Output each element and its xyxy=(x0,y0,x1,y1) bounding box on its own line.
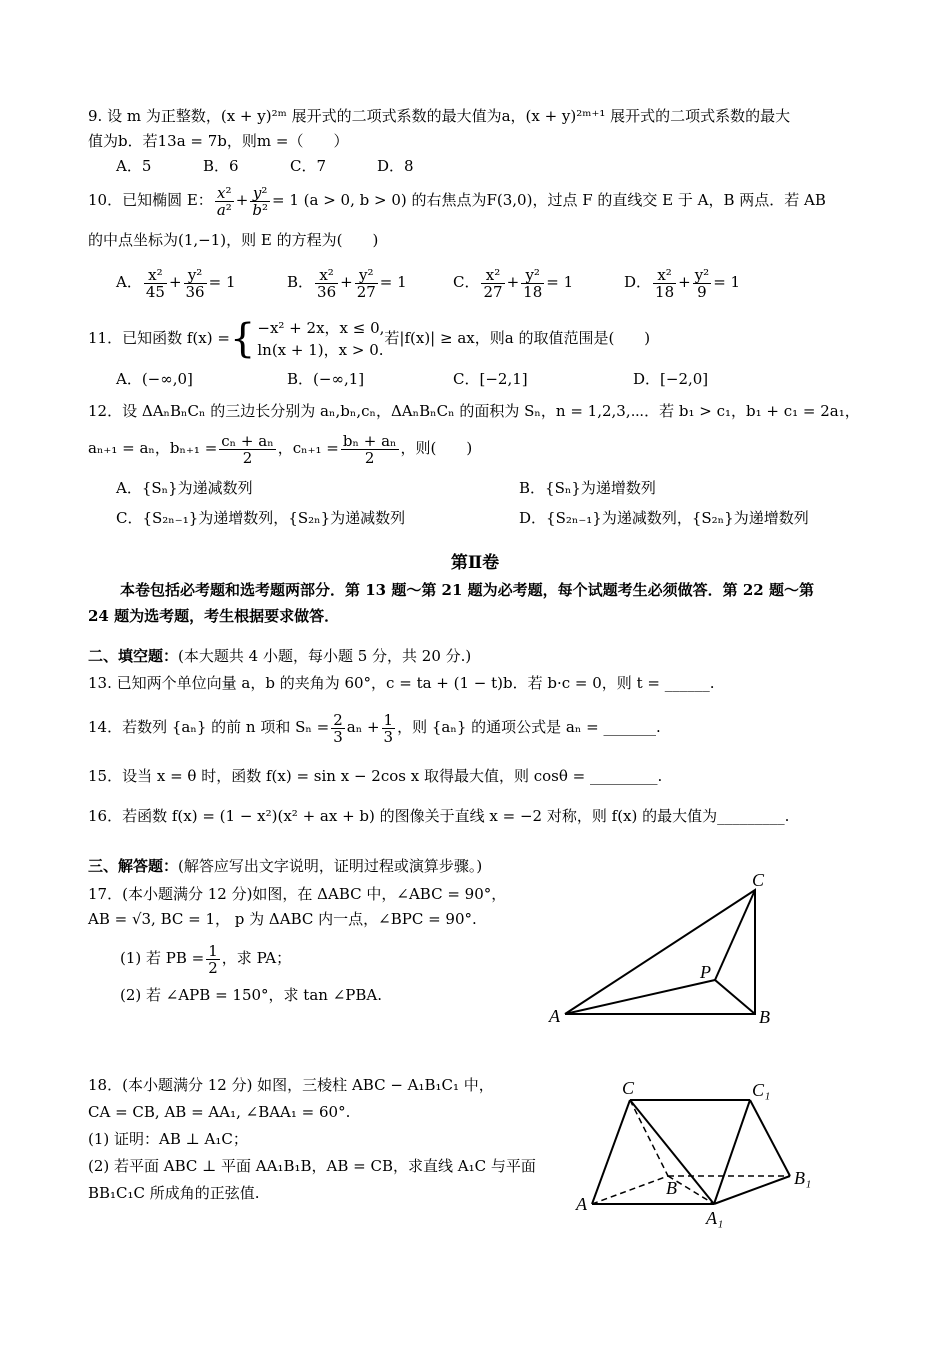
q15: 15．设当 x = θ 时，函数 f(x) = sin x − 2cos x 取得最大值，则 cosθ = _________. xyxy=(88,767,663,785)
solve-heading-line: 三、解答题：(解答应写出文字说明，证明过程或演算步骤。) xyxy=(88,857,483,875)
q10-line2: 的中点坐标为(1,−1)，则 E 的方程为( ) xyxy=(88,231,379,249)
q12-line1: 12．设 ΔAₙBₙCₙ 的三边长分别为 aₙ,bₙ,cₙ，ΔAₙBₙCₙ 的面积为 Sₙ，n = 1,2,3,⋯．若 b₁ > c₁，b₁ + c₁ = 2a₁， xyxy=(88,402,860,420)
q17-part2: (2) 若 ∠APB = 150°，求 tan ∠PBA. xyxy=(120,986,382,1004)
q10-frac-x: $\frac{\text{x²}}{\text{a²}}$ xyxy=(216,183,232,219)
q18-label-a1: A₁ xyxy=(706,1208,724,1228)
q9-option-b: B．6 xyxy=(203,157,239,175)
q17-label-a: A xyxy=(549,1006,560,1026)
q11-option-d: D．[−2,0] xyxy=(633,370,709,388)
q11-option-c: C．[−2,1] xyxy=(453,370,528,388)
fill-heading-line: 二、填空题：(本大题共 4 小题，每小题 5 分，共 20 分.) xyxy=(88,647,472,665)
q18-label-b: B xyxy=(666,1178,677,1198)
q18-label-b1: B₁ xyxy=(794,1168,812,1188)
q17-triangle-figure xyxy=(545,872,785,1032)
q9-option-c: C．7 xyxy=(290,157,327,175)
q11-suffix: 若|f(x)| ≥ ax，则a 的取值范围是( ) xyxy=(384,329,651,347)
q11-option-b: B．(−∞,1] xyxy=(287,370,365,388)
part2-intro-line2: 24 题为选考题，考生根据要求做答． xyxy=(88,607,340,625)
q12-option-b: B．{Sₙ}为递增数列 xyxy=(519,479,656,497)
q11-cases: −x² + 2x，x ≤ 0, ln(x + 1)，x > 0. xyxy=(257,319,385,359)
q13: 13. 已知两个单位向量 a，b 的夹角为 60°，c = ta + (1 − t)b．若 b·c = 0，则 t = ______. xyxy=(88,674,715,692)
q17-label-c: C xyxy=(752,872,765,890)
q9-option-a: A．5 xyxy=(116,157,152,175)
part2-intro-line1: 本卷包括必考题和选考题两部分．第 13 题～第 21 题为必考题，每个试题考生必须做答．第 22 题～第 xyxy=(120,581,814,599)
q14: 14．若数列 {aₙ} 的前 n 项和 Sₙ = $\frac{2}{3}$ aₙ + $\frac{1}{3}$ ，则 {aₙ} 的通项公式是 aₙ = _______. xyxy=(88,710,661,746)
q18-line5: BB₁C₁C 所成角的正弦值. xyxy=(88,1184,260,1202)
q12-option-d: D．{S₂ₙ₋₁}为递减数列，{S₂ₙ}为递增数列 xyxy=(519,509,809,527)
q10-frac-y: $\frac{\text{y²}}{\text{b²}}$ xyxy=(252,183,268,219)
q17-part1: (1) 若 PB = $\frac{1}{2}$ ，求 PA； xyxy=(120,941,292,977)
q10-option-d: D． $\frac{\text{x²}}{18}$ + $\frac{\text{y²}}{9}$ = 1 xyxy=(624,265,741,301)
q11-prefix: 11．已知函数 f(x) = xyxy=(88,329,230,347)
q10-option-a: A． $\frac{\text{x²}}{45}$ + $\frac{\text{y²}}{36}$ = 1 xyxy=(116,265,236,301)
q11-line1 xyxy=(88,314,650,362)
q11-brace: { xyxy=(229,316,256,362)
q10-line1: 10．已知椭圆 E： $\frac{\text{x²}}{\text{a²}}$ + $\frac{\text{y²}}{\text{b²}}$ = 1 (a > 0, b > 0) 的右焦点为F(3,0)，过点 F 的直线交 E 于 A，B 两点．若 AB xyxy=(88,183,826,219)
q10-option-c: C． $\frac{\text{x²}}{27}$ + $\frac{\text{y²}}{18}$ = 1 xyxy=(453,265,574,301)
q9-option-d: D．8 xyxy=(377,157,414,175)
q17-label-b: B xyxy=(759,1007,770,1027)
q9-line1: 9. 设 m 为正整数，(x + y)²ᵐ 展开式的二项式系数的最大值为a，(x + y)²ᵐ⁺¹ 展开式的二项式系数的最大 xyxy=(88,107,791,125)
q18-line3: (1) 证明：AB ⊥ A₁C； xyxy=(88,1130,248,1148)
q12-option-c: C．{S₂ₙ₋₁}为递增数列，{S₂ₙ}为递减数列 xyxy=(116,509,406,527)
q18-line1: 18．(本小题满分 12 分) 如图，三棱柱 ABC − A₁B₁C₁ 中， xyxy=(88,1076,494,1094)
q17-line2: AB = √3, BC = 1， p 为 ΔABC 内一点，∠BPC = 90°. xyxy=(88,910,477,928)
q18-label-c: C xyxy=(622,1078,635,1098)
q18-label-a: A xyxy=(576,1194,587,1214)
q10-suffix: = 1 (a > 0, b > 0) 的右焦点为F(3,0)，过点 F 的直线交 E 于 A，B 两点．若 AB xyxy=(271,191,826,209)
q17-label-p: P xyxy=(700,962,711,982)
q18-label-c1: C₁ xyxy=(752,1080,771,1100)
q12-option-a: A．{Sₙ}为递减数列 xyxy=(116,479,253,497)
q18-prism-figure xyxy=(570,1072,825,1232)
q9-line2: 值为b．若13a = 7b，则m =（ ） xyxy=(88,132,349,150)
q10-prefix: 10．已知椭圆 E： xyxy=(88,191,213,209)
q16: 16．若函数 f(x) = (1 − x²)(x² + ax + b) 的图像关于直线 x = −2 对称，则 f(x) 的最大值为_________. xyxy=(88,807,790,825)
q11-option-a: A．(−∞,0] xyxy=(116,370,193,388)
q10-option-b: B． $\frac{\text{x²}}{36}$ + $\frac{\text{y²}}{27}$ = 1 xyxy=(287,265,407,301)
q18-line4: (2) 若平面 ABC ⊥ 平面 AA₁B₁B，AB = CB，求直线 A₁C 与平面 xyxy=(88,1157,536,1175)
q18-line2: CA = CB, AB = AA₁, ∠BAA₁ = 60°. xyxy=(88,1103,351,1121)
q12-line2: aₙ₊₁ = aₙ，bₙ₊₁ = $\frac{\text{cₙ + aₙ}}{2}$ ，cₙ₊₁ = $\frac{\text{bₙ + aₙ}}{2}$ ，则( ) xyxy=(88,431,473,467)
part2-title: 第Ⅱ卷 xyxy=(450,553,500,573)
q17-line1: 17．(本小题满分 12 分)如图，在 ΔABC 中，∠ABC = 90°， xyxy=(88,885,507,903)
